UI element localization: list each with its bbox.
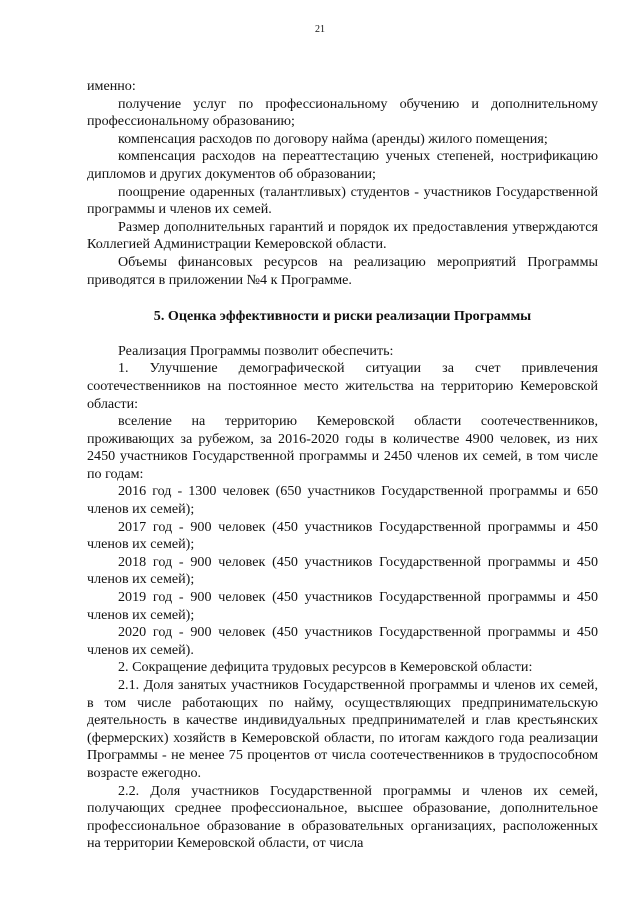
paragraph: 1. Улучшение демографической ситуации за счет привлечения соотечественников на постоянное место жительства на территорию Кемеровской области: [87, 360, 598, 412]
paragraph: 2019 год - 900 человек (450 участников Государственной программы и 450 членов их семей); [87, 589, 598, 623]
section-heading: 5. Оценка эффективности и риски реализации Программы [153, 308, 532, 325]
document-body [87, 78, 598, 853]
page-number: 21 [315, 24, 325, 35]
paragraph: компенсация расходов по договору найма (аренды) жилого помещения; [118, 130, 548, 147]
paragraph: 2.2. Доля участников Государственной программы и членов их семей, получающих среднее профессиональное, высшее образование, дополнительное профессиональное образование в образовательных организациях, расположенных на территории Кемеровской области, от числа [87, 782, 598, 852]
paragraph: именно: [87, 78, 136, 94]
paragraph: получение услуг по профессиональному обучению и дополнительному профессиональному образованию; [87, 95, 598, 130]
paragraph: 2017 год - 900 человек (450 участников Государственной программы и 450 членов их семей); [87, 518, 598, 553]
paragraph: Реализация Программы позволит обеспечить: [118, 342, 394, 359]
paragraph: поощрение одаренных (талантливых) студентов - участников Государственной программы и членов их семей. [87, 183, 598, 218]
paragraphs-after-section [87, 343, 598, 853]
paragraph: 2016 год - 1300 человек (650 участников Государственной программы и 650 членов их семей); [87, 483, 598, 518]
paragraph: Размер дополнительных гарантий и порядок их предоставления утверждаются Коллегией Администрации Кемеровской области. [87, 218, 598, 253]
paragraph: компенсация расходов на переаттестацию ученых степеней, нострификацию дипломов и других документов об образовании; [87, 148, 598, 182]
paragraph: 2.1. Доля занятых участников Государственной программы и членов их семей, в том числе работающих по найму, осуществляющих предпринимательскую деятельность в качестве индивидуальных предпринимателей и глав крестьянских (фермерских) хозяйств в Кемеровской области, по итогам каждого года реализации Программы - не менее 75 процентов от числа соотечественников в трудоспособном возрасте ежегодно. [87, 677, 598, 781]
paragraphs-before-section [87, 78, 598, 289]
paragraph: 2020 год - 900 человек (450 участников Государственной программы и 450 членов их семей). [87, 624, 598, 658]
paragraph: Объемы финансовых ресурсов на реализацию мероприятий Программы приводятся в приложении №4 к Программе. [87, 253, 598, 288]
paragraph: вселение на территорию Кемеровской области соотечественников, проживающих за рубежом, за 2016-2020 годы в количестве 4900 человек, из них 2450 участников Государственной программы и 2450 членов их семей, в том числе по годам: [87, 413, 598, 482]
paragraph: 2. Сокращение дефицита трудовых ресурсов в Кемеровской области: [118, 659, 533, 676]
paragraph: 2018 год - 900 человек (450 участников Государственной программы и 450 членов их семей); [87, 553, 598, 588]
